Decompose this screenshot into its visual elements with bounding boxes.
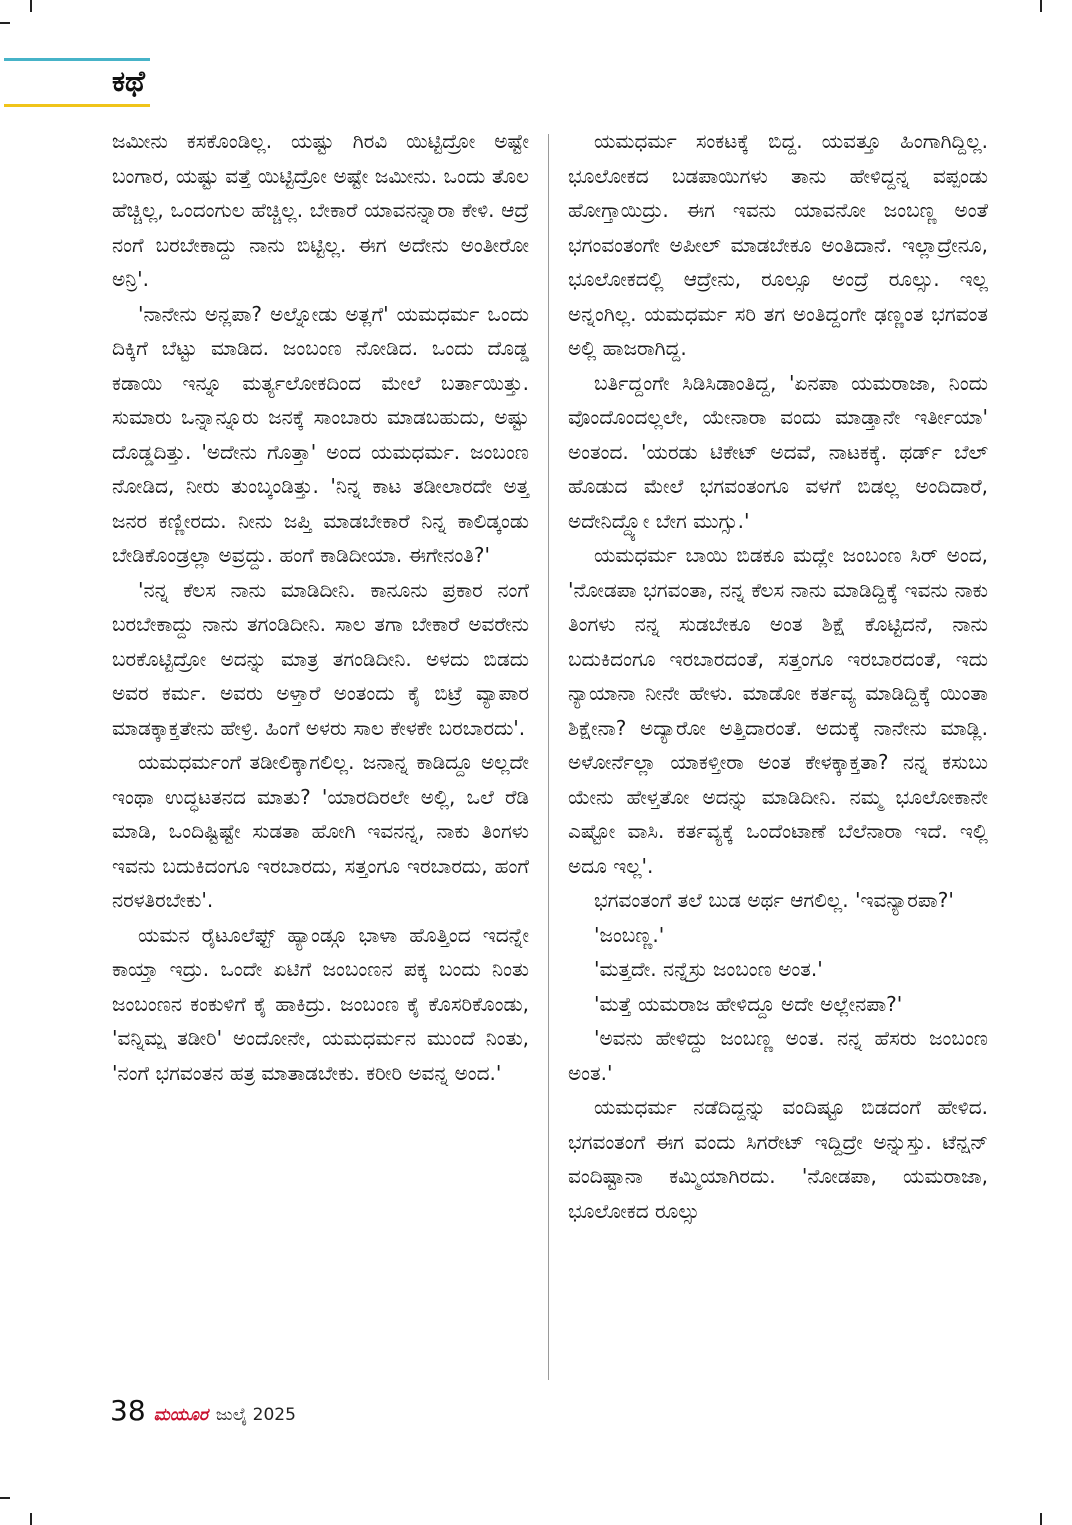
magazine-logo: ಮಯೂರ bbox=[153, 1405, 208, 1425]
paragraph: 'ನನ್ನ ಕೆಲಸ ನಾನು ಮಾಡಿದೀನಿ. ಕಾನೂನು ಪ್ರಕಾರ ನಂಗೆ ಬರಬೇಕಾದ್ದು ನಾನು ತಗಂಡಿದೀನಿ. ಸಾಲ ತಗಾ ಬೇಕಾರೆ ಅವರೇನು ಬರಕೊಟ್ಟಿದ್ರೋ ಅದನ್ನು ಮಾತ್ರ ತಗಂಡಿದೀನಿ. ಅಳದು ಬಿಡದು ಅವರ ಕರ್ಮ. ಅವರು ಅಳ್ತಾರೆ ಅಂತಂದು ಕೈ ಬಿಟ್ರೆ ವ್ಯಾಪಾರ ಮಾಡಕ್ಕಾಕ್ತತೇನು ಹೇಳ್ರಿ. ಹಿಂಗೆ ಅಳರು ಸಾಲ ಕೇಳಕೇ ಬರಬಾರದು'. bbox=[112, 577, 529, 740]
section-title: ಕಥೆ bbox=[112, 64, 145, 98]
paragraph: 'ಮತ್ತೆ ಯಮರಾಜ ಹೇಳಿದ್ದೂ ಅದೇ ಅಲ್ಲೇನಪಾ?' bbox=[594, 991, 903, 1016]
left-column bbox=[112, 124, 529, 1090]
paragraph: ಯಮಧರ್ಮ ನಡೆದಿದ್ದನ್ನು ವಂದಿಷ್ಟೂ ಬಿಡದಂಗೆ ಹೇಳಿದ. ಭಗವಂತಂಗೆ ಈಗ ವಂದು ಸಿಗರೇಟ್ ಇದ್ದಿದ್ರೇ ಅನ್ನುಸ್ತು. ಟೆನ್ಷನ್ ವಂದಿಷ್ಟಾನಾ ಕಮ್ಮಿಯಾಗಿರದು. 'ನೋಡಪಾ, ಯಮರಾಜಾ, ಭೂಲೋಕದ ರೂಲ್ಸು bbox=[568, 1095, 988, 1223]
crop-mark bbox=[1040, 1513, 1042, 1525]
issue-date: ಜುಲೈ 2025 bbox=[215, 1405, 296, 1425]
crop-mark bbox=[0, 1497, 10, 1499]
header-rule-bottom bbox=[4, 104, 150, 107]
right-column bbox=[568, 124, 988, 1228]
crop-mark bbox=[30, 1513, 32, 1525]
crop-mark bbox=[0, 22, 10, 24]
paragraph: ಯಮಧರ್ಮಂಗೆ ತಡೀಲಿಕ್ಕಾಗಲಿಲ್ಲ. ಜನಾನ್ನ ಕಾಡಿದ್ದೂ ಅಲ್ಲದೇ ಇಂಥಾ ಉದ್ಧಟತನದ ಮಾತು? 'ಯಾರದಿರಲೇ ಅಲ್ಲಿ, ಒಲೆ ರೆಡಿ ಮಾಡಿ, ಒಂದಿಷ್ಟಿಷ್ಟೇ ಸುಡತಾ ಹೋಗಿ ಇವನನ್ನ, ನಾಕು ತಿಂಗಳು ಇವನು ಬದುಕಿದಂಗೂ ಇರಬಾರದು, ಸತ್ತಂಗೂ ಇರಬಾರದು, ಹಂಗೆ ನರಳತಿರಬೇಕು'. bbox=[112, 750, 529, 912]
paragraph: ಜಮೀನು ಕಸಕೊಂಡಿಲ್ಲ. ಯಷ್ಟು ಗಿರವಿ ಯಿಟ್ಟಿದ್ರೋ ಅಷ್ಟೇ ಬಂಗಾರ, ಯಷ್ಟು ವತ್ತೆ ಯಿಟ್ಟಿದ್ರೋ ಅಷ್ಟೇ ಜಮೀನು. ಒಂದು ತೊಲ ಹೆಚ್ಚಿಲ್ಲ, ಒಂದಂಗುಲ ಹೆಚ್ಚಿಲ್ಲ. ಬೇಕಾರೆ ಯಾವನನ್ನಾರಾ ಕೇಳಿ. ಆದ್ರೆ ನಂಗೆ ಬರಬೇಕಾದ್ದು ನಾನು ಬಿಟ್ಟಿಲ್ಲ. ಈಗ ಅದೇನು ಅಂತೀರೋ ಅನ್ರಿ'. bbox=[112, 129, 529, 291]
crop-mark bbox=[1040, 0, 1042, 12]
paragraph: 'ಅವನು ಹೇಳಿದ್ದು ಜಂಬಣ್ಣ ಅಂತ. ನನ್ನ ಹೆಸರು ಜಂಬಂಣ ಅಂತ.' bbox=[568, 1026, 988, 1085]
page-footer bbox=[110, 1394, 296, 1428]
paragraph: 'ನಾನೇನು ಅನ್ಲಪಾ? ಅಲ್ನೋಡು ಅತ್ಲಗೆ' ಯಮಧರ್ಮ ಒಂದು ದಿಕ್ಕಿಗೆ ಬೆಟ್ಟು ಮಾಡಿದ. ಜಂಬಂಣ ನೋಡಿದ. ಒಂದು ದೊಡ್ಡ ಕಡಾಯಿ ಇನ್ನೂ ಮರ್ತ್ಯಲೋಕದಿಂದ ಮೇಲೆ ಬರ್ತಾಯಿತ್ತು. ಸುಮಾರು ಒನ್ನಾನ್ನೂರು ಜನಕ್ಕೆ ಸಾಂಬಾರು ಮಾಡಬಹುದು, ಅಷ್ಟು ದೊಡ್ಡದಿತ್ತು. 'ಅದೇನು ಗೊತ್ತಾ' ಅಂದ ಯಮಧರ್ಮ. ಜಂಬಂಣ ನೋಡಿದ, ನೀರು ತುಂಬ್ಕಂಡಿತ್ತು. 'ನಿನ್ನ ಕಾಟ ತಡೀಲಾರದೇ ಅತ್ತ ಜನರ ಕಣ್ಣೀರದು. ನೀನು ಜಪ್ತಿ ಮಾಡಬೇಕಾರೆ ನಿನ್ನ ಕಾಲಿಡ್ಕಂಡು ಬೇಡಿಕೊಂಡ್ರಲ್ಲಾ ಅವ್ರದ್ದು. ಹಂಗೆ ಕಾಡಿದೀಯಾ. ಈಗೇನಂತಿ?' bbox=[112, 301, 529, 567]
column-divider bbox=[548, 134, 549, 1380]
header-rule-top bbox=[4, 58, 150, 61]
crop-mark bbox=[30, 0, 32, 12]
paragraph: ಯಮನ ರೈಟೂಲೆಫ್ಟ್ ಹ್ಯಾಂಡ್ಗೂ ಭಾಳಾ ಹೊತ್ತಿಂದ ಇದನ್ನೇ ಕಾಯ್ತಾ ಇದ್ರು. ಒಂದೇ ಏಟಿಗೆ ಜಂಬಂಣನ ಪಕ್ಕ ಬಂದು ನಿಂತು ಜಂಬಂಣನ ಕಂಕುಳಿಗೆ ಕೈ ಹಾಕಿದ್ರು. ಜಂಬಂಣ ಕೈ ಕೊಸರಿಕೊಂಡು, 'ವನ್ನಿಮ್ಷ ತಡೀರಿ' ಅಂದೋನೇ, ಯಮಧರ್ಮನ ಮುಂದೆ ನಿಂತು, 'ನಂಗೆ ಭಗವಂತನ ಹತ್ರ ಮಾತಾಡಬೇಕು. ಕರೀರಿ ಅವನ್ನ ಅಂದ.' bbox=[112, 922, 529, 1085]
paragraph: ಯಮಧರ್ಮ ಸಂಕಟಕ್ಕೆ ಬಿದ್ದ. ಯವತ್ತೂ ಹಿಂಗಾಗಿದ್ದಿಲ್ಲ. ಭೂಲೋಕದ ಬಡಪಾಯಿಗಳು ತಾನು ಹೇಳಿದ್ದನ್ನ ವಪ್ಪಂಡು ಹೋಗ್ತಾಯಿದ್ರು. ಈಗ ಇವನು ಯಾವನೋ ಜಂಬಣ್ಣ ಅಂತೆ ಭಗಂವಂತಂಗೇ ಅಪೀಲ್ ಮಾಡಬೇಕೂ ಅಂತಿದಾನೆ. ಇಲ್ಲಾದ್ರೇನೂ, ಭೂಲೋಕದಲ್ಲಿ ಆದ್ರೇನು, ರೂಲ್ಸೂ ಅಂದ್ರೆ ರೂಲ್ಸು. ಇಲ್ಲ ಅನ್ನಂಗಿಲ್ಲ. ಯಮಧರ್ಮ ಸರಿ ತಗ ಅಂತಿದ್ದಂಗೇ ಢಣ್ಣಂತ ಭಗವಂತ ಅಲ್ಲಿ ಹಾಜರಾಗಿದ್ದ. bbox=[568, 129, 988, 360]
paragraph: ಯಮಧರ್ಮ ಬಾಯಿ ಬಿಡಕೂ ಮದ್ಲೇ ಜಂಬಂಣ ಸಿರ್ ಅಂದ, 'ನೋಡಪಾ ಭಗವಂತಾ, ನನ್ನ ಕೆಲಸ ನಾನು ಮಾಡಿದ್ದಿಕ್ಕೆ ಇವನು ನಾಕು ತಿಂಗಳು ನನ್ನ ಸುಡಬೇಕೂ ಅಂತ ಶಿಕ್ಷೆ ಕೊಟ್ಟಿದನೆ, ನಾನು ಬದುಕಿದಂಗೂ ಇರಬಾರದಂತೆ, ಸತ್ತಂಗೂ ಇರಬಾರದಂತೆ, ಇದು ನ್ಯಾಯಾನಾ ನೀನೇ ಹೇಳು. ಮಾಡೋ ಕರ್ತವ್ಯ ಮಾಡಿದ್ದಿಕ್ಕೆ ಯಿಂತಾ ಶಿಕ್ಷೇನಾ? ಅದ್ಯಾರೋ ಅತ್ತಿದಾರಂತೆ. ಅದುಕ್ಕೆ ನಾನೇನು ಮಾಡ್ಲಿ. ಅಳೋರ್ನೆಲ್ಲಾ ಯಾಕಳ್ತೀರಾ ಅಂತ ಕೇಳಕ್ಕಾಕ್ತತಾ? ನನ್ನ ಕಸುಬು ಯೇನು ಹೇಳ್ತತೋ ಅದನ್ನು ಮಾಡಿದೀನಿ. ನಮ್ಮ ಭೂಲೋಕಾನೇ ಎಷ್ಟೋ ವಾಸಿ. ಕರ್ತವ್ಯಕ್ಕೆ ಒಂದೆಂಟಾಣೆ ಬೆಲೆನಾರಾ ಇದೆ. ಇಲ್ಲಿ ಅದೂ ಇಲ್ಲ'. bbox=[568, 543, 988, 878]
page-number: 38 bbox=[110, 1394, 146, 1427]
paragraph: ಬರ್ತಿದ್ದಂಗೇ ಸಿಡಿಸಿಡಾಂತಿದ್ದ, 'ಏನಪಾ ಯಮರಾಜಾ, ನಿಂದು ವೊಂದೊಂದಲ್ಲಲೇ, ಯೇನಾರಾ ವಂದು ಮಾಡ್ತಾನೇ ಇರ್ತೀಯಾ' ಅಂತಂದ. 'ಯರಡು ಟಿಕೇಟ್ ಅದವೆ, ನಾಟಕಕ್ಕೆ. ಥರ್ಡ್ ಬೆಲ್ ಹೊಡುದ ಮೇಲೆ ಭಗವಂತಂಗೂ ವಳಗೆ ಬಿಡಲ್ಲ ಅಂದಿದಾರೆ, ಅದೇನಿದ್ದ್ಯೋ ಬೇಗ ಮುಗ್ಸು.' bbox=[568, 370, 988, 533]
paragraph: 'ಮತ್ತದೇ. ನನ್ನೆಸ್ರು ಜಂಬಂಣ ಅಂತ.' bbox=[594, 957, 823, 981]
paragraph: ಭಗವಂತಂಗೆ ತಲೆ ಬುಡ ಅರ್ಥ ಆಗಲಿಲ್ಲ. 'ಇವನ್ಯಾರಪಾ?' bbox=[594, 888, 954, 912]
paragraph: 'ಜಂಬಣ್ಣ.' bbox=[594, 922, 665, 947]
